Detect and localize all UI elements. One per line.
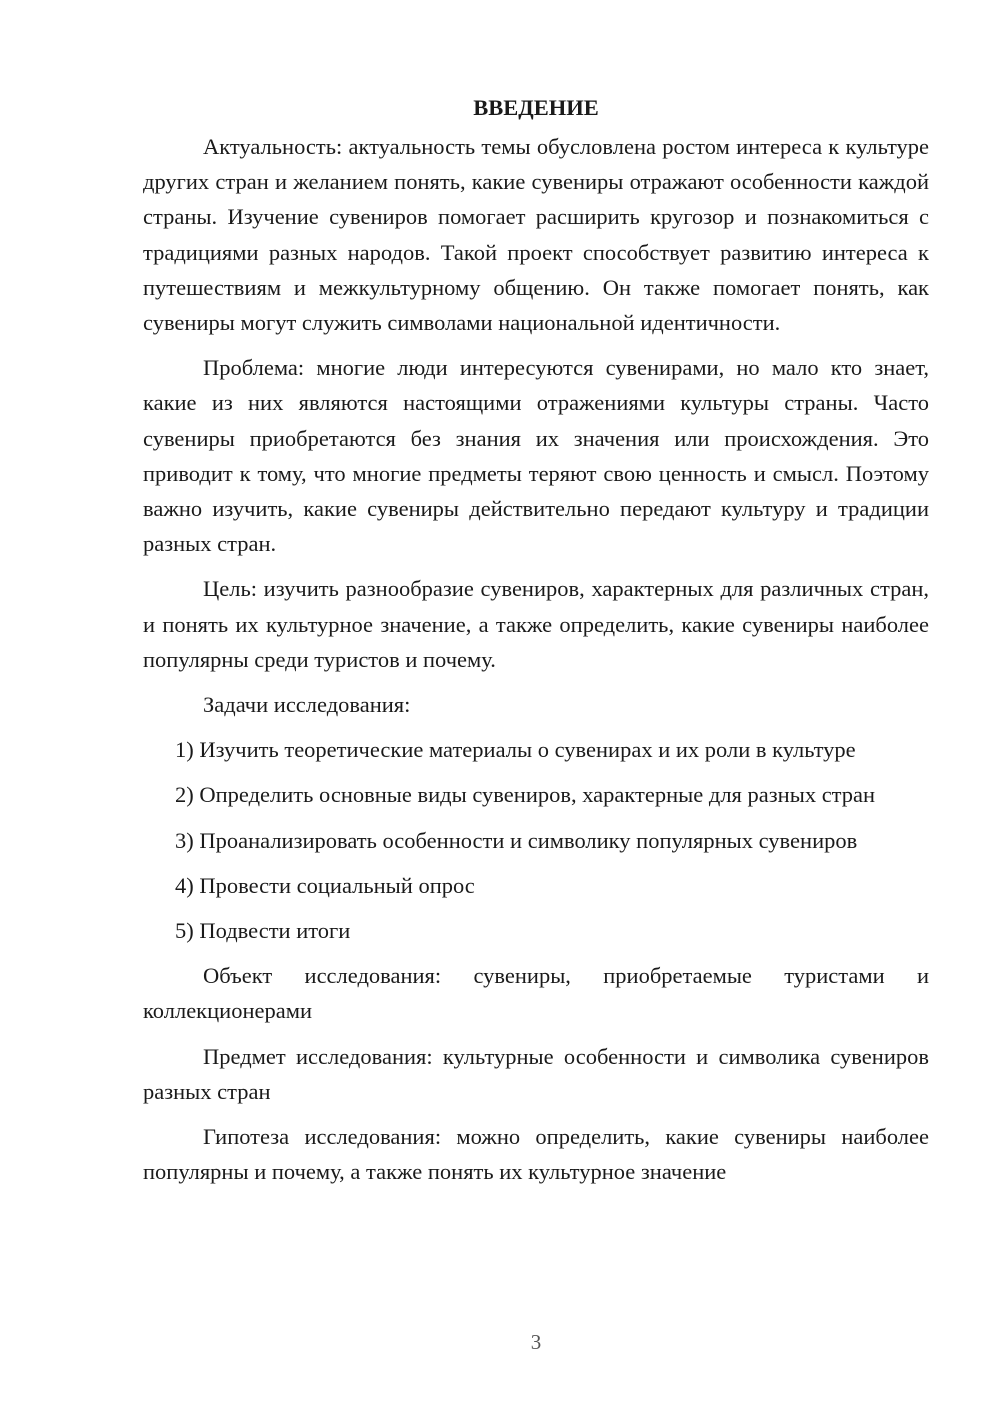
hypothesis-paragraph: Гипотеза исследования: можно определить, какие сувениры наиболее популярны и почему, а также понять их культурное значение	[143, 1124, 929, 1185]
task-item-2: 2) Определить основные виды сувениров, характерные для разных стран	[175, 782, 876, 808]
goal-paragraph: Цель: изучить разнообразие сувениров, характерных для различных стран, и понять их культурное значение, а также определить, какие сувениры наиболее популярны среди туристов и почему.	[143, 576, 929, 672]
task-item-5: 5) Подвести итоги	[175, 918, 351, 944]
page-number: 3	[530, 1330, 542, 1354]
problem-paragraph: Проблема: многие люди интересуются сувенирами, но мало кто знает, какие из них являются настоящими отражениями культуры страны. Часто сувениры приобретаются без знания их значения или происхождения. Это приводит к тому, что многие предметы теряют свою ценность и смысл. Поэтому важно изучить, какие сувениры действительно передают культуру и традиции разных стран.	[143, 355, 929, 557]
section-title: ВВЕДЕНИЕ	[473, 95, 599, 120]
research-subject-paragraph: Предмет исследования: культурные особенности и символика сувениров разных стран	[143, 1043, 929, 1104]
tasks-heading: Задачи исследования:	[203, 692, 411, 718]
task-item-3: 3) Проанализировать особенности и символику популярных сувениров	[175, 827, 858, 853]
document-page	[143, 88, 929, 1199]
task-item-1: 1) Изучить теоретические материалы о сувенирах и их роли в культуре	[175, 737, 856, 763]
relevance-paragraph: Актуальность: актуальность темы обусловлена ростом интереса к культуре других стран и желанием понять, какие сувениры отражают особенности каждой страны. Изучение сувениров помогает расширить кругозор и познакомиться с традициями разных народов. Такой проект способствует развитию интереса к путешествиям и межкультурному общению. Он также помогает понять, как сувениры могут служить символами национальной идентичности.	[143, 134, 929, 336]
research-object-paragraph: Объект исследования: сувениры, приобретаемые туристами и коллекционерами	[143, 963, 929, 1024]
task-item-4: 4) Провести социальный опрос	[175, 872, 475, 898]
